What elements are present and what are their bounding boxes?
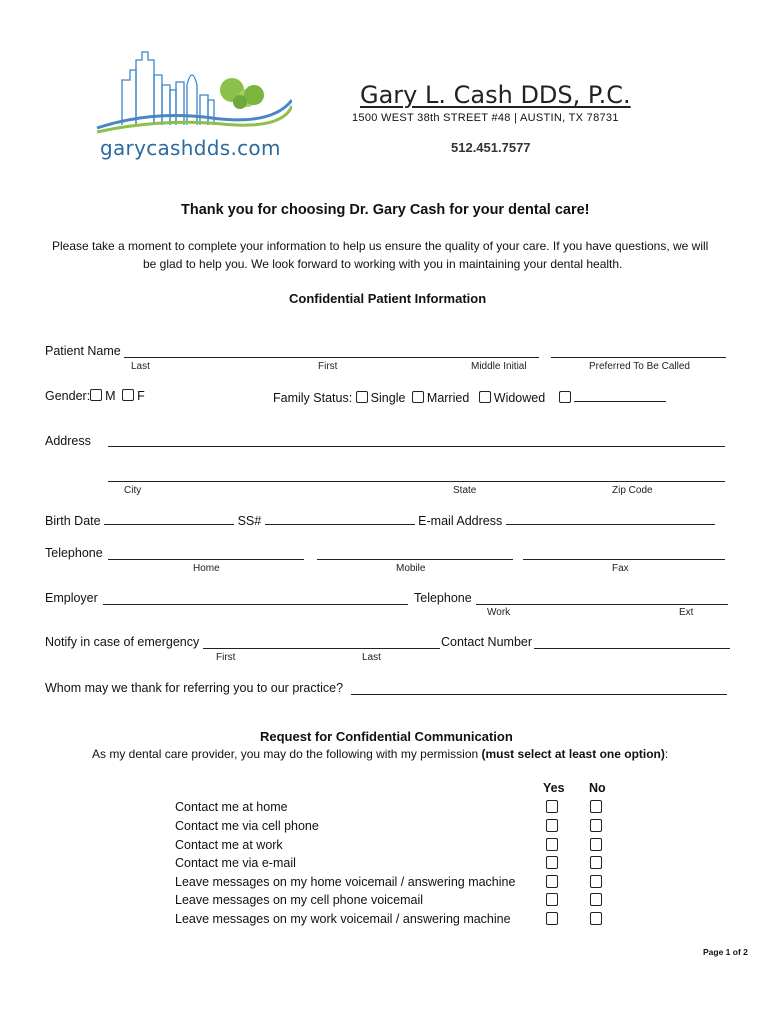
sub-fax: Fax (612, 563, 629, 574)
option-cell-voicemail: Leave messages on my cell phone voicemail (175, 893, 424, 907)
widowed-checkbox[interactable] (479, 391, 491, 403)
option-home-voicemail-no-checkbox[interactable] (590, 875, 602, 888)
telephone-home-field[interactable] (108, 547, 304, 560)
gender-m-checkbox[interactable] (90, 389, 102, 401)
birth-date-field[interactable] (104, 512, 234, 525)
option-work: Contact me at work (175, 838, 283, 852)
ss-label: SS# (237, 514, 262, 528)
family-status-label: Family Status: (273, 391, 353, 405)
sub-ext: Ext (679, 607, 694, 618)
birth-date-label: Birth Date (45, 514, 101, 528)
communication-title: Request for Confidential Communication (260, 729, 513, 744)
email-label: E-mail Address (418, 514, 503, 528)
option-email: Contact me via e-mail (175, 856, 296, 870)
employer-telephone-field[interactable] (476, 592, 728, 605)
option-home-no-checkbox[interactable] (590, 800, 602, 813)
employer-label: Employer (45, 591, 98, 605)
sub-emergency-first: First (216, 652, 236, 663)
telephone-mobile-field[interactable] (317, 547, 513, 560)
single-checkbox[interactable] (356, 391, 368, 403)
married-label: Married (426, 391, 470, 405)
widowed-label: Widowed (493, 391, 546, 405)
option-email-yes-checkbox[interactable] (546, 856, 558, 869)
yes-header: Yes (543, 781, 565, 795)
gender-m-label: M (105, 389, 116, 403)
no-header: No (589, 781, 606, 795)
birth-row (45, 512, 715, 528)
option-work-no-checkbox[interactable] (590, 838, 602, 851)
telephone-label: Telephone (45, 546, 103, 560)
gender-f-checkbox[interactable] (122, 389, 134, 401)
preferred-name-field[interactable] (551, 345, 726, 358)
option-work-voicemail-yes-checkbox[interactable] (546, 912, 558, 925)
sub-preferred: Preferred To Be Called (589, 361, 690, 372)
sub-last: Last (131, 361, 150, 372)
patient-name-label: Patient Name (45, 344, 121, 358)
option-home: Contact me at home (175, 800, 288, 814)
single-label: Single (370, 391, 406, 405)
option-home-voicemail: Leave messages on my home voicemail / answering machine (175, 875, 516, 889)
other-status-checkbox[interactable] (559, 391, 571, 403)
option-work-voicemail-no-checkbox[interactable] (590, 912, 602, 925)
option-work-voicemail: Leave messages on my work voicemail / answering machine (175, 912, 511, 926)
communication-desc-text: As my dental care provider, you may do the following with my permission (92, 747, 479, 761)
logo-url: garycashdds.com (100, 136, 281, 160)
option-email-no-checkbox[interactable] (590, 856, 602, 869)
address-label: Address (45, 434, 91, 448)
option-home-voicemail-yes-checkbox[interactable] (546, 875, 558, 888)
married-checkbox[interactable] (412, 391, 424, 403)
referral-field[interactable] (351, 682, 727, 695)
option-cell: Contact me via cell phone (175, 819, 319, 833)
logo (92, 40, 292, 170)
sub-first: First (318, 361, 338, 372)
sub-middle: Middle Initial (471, 361, 527, 372)
gender-label: Gender: (45, 389, 91, 403)
employer-field[interactable] (103, 592, 408, 605)
sub-home: Home (193, 563, 220, 574)
address-field[interactable] (108, 434, 725, 447)
sub-city: City (124, 485, 142, 496)
communication-desc-bold: (must select at least one option) (481, 747, 665, 761)
page-number: Page 1 of 2 (703, 947, 748, 957)
sub-emergency-last: Last (362, 652, 381, 663)
section-title: Confidential Patient Information (289, 291, 487, 306)
email-field[interactable] (506, 512, 715, 525)
sub-zip: Zip Code (612, 485, 653, 496)
gender-f-label: F (137, 389, 145, 403)
communication-desc-end: : (664, 747, 669, 761)
emergency-name-field[interactable] (203, 636, 440, 649)
contact-number-label: Contact Number (441, 635, 533, 649)
ss-field[interactable] (265, 512, 415, 525)
communication-desc (92, 747, 668, 761)
contact-number-field[interactable] (534, 636, 730, 649)
intro-line-2: be glad to help you. We look forward to working with you in maintaining your dental health. (143, 257, 623, 271)
gender-row (45, 389, 145, 403)
practice-address: 1500 WEST 38th STREET #48 | AUSTIN, TX 78731 (352, 112, 619, 124)
intro-title: Thank you for choosing Dr. Gary Cash for your dental care! (181, 202, 590, 218)
option-cell-yes-checkbox[interactable] (546, 819, 558, 832)
telephone-fax-field[interactable] (523, 547, 725, 560)
emergency-label: Notify in case of emergency (45, 635, 200, 649)
sub-mobile: Mobile (396, 563, 426, 574)
practice-phone: 512.451.7577 (451, 140, 531, 155)
sub-work: Work (487, 607, 511, 618)
sub-state: State (453, 485, 477, 496)
option-work-yes-checkbox[interactable] (546, 838, 558, 851)
option-cell-no-checkbox[interactable] (590, 819, 602, 832)
address-city-state-zip-field[interactable] (108, 469, 725, 482)
family-status-row (273, 389, 666, 405)
employer-telephone-label: Telephone (414, 591, 472, 605)
other-status-field[interactable] (574, 389, 666, 402)
patient-name-field[interactable] (124, 345, 539, 358)
option-home-yes-checkbox[interactable] (546, 800, 558, 813)
practice-name: Gary L. Cash DDS, P.C. (360, 81, 631, 109)
option-cell-voicemail-no-checkbox[interactable] (590, 893, 602, 906)
skyline-logo-graphic (92, 40, 292, 135)
referral-label: Whom may we thank for referring you to our practice? (45, 681, 344, 695)
option-cell-voicemail-yes-checkbox[interactable] (546, 893, 558, 906)
intro-line-1: Please take a moment to complete your information to help us ensure the quality of your care. If you have questions, we will (52, 239, 709, 253)
